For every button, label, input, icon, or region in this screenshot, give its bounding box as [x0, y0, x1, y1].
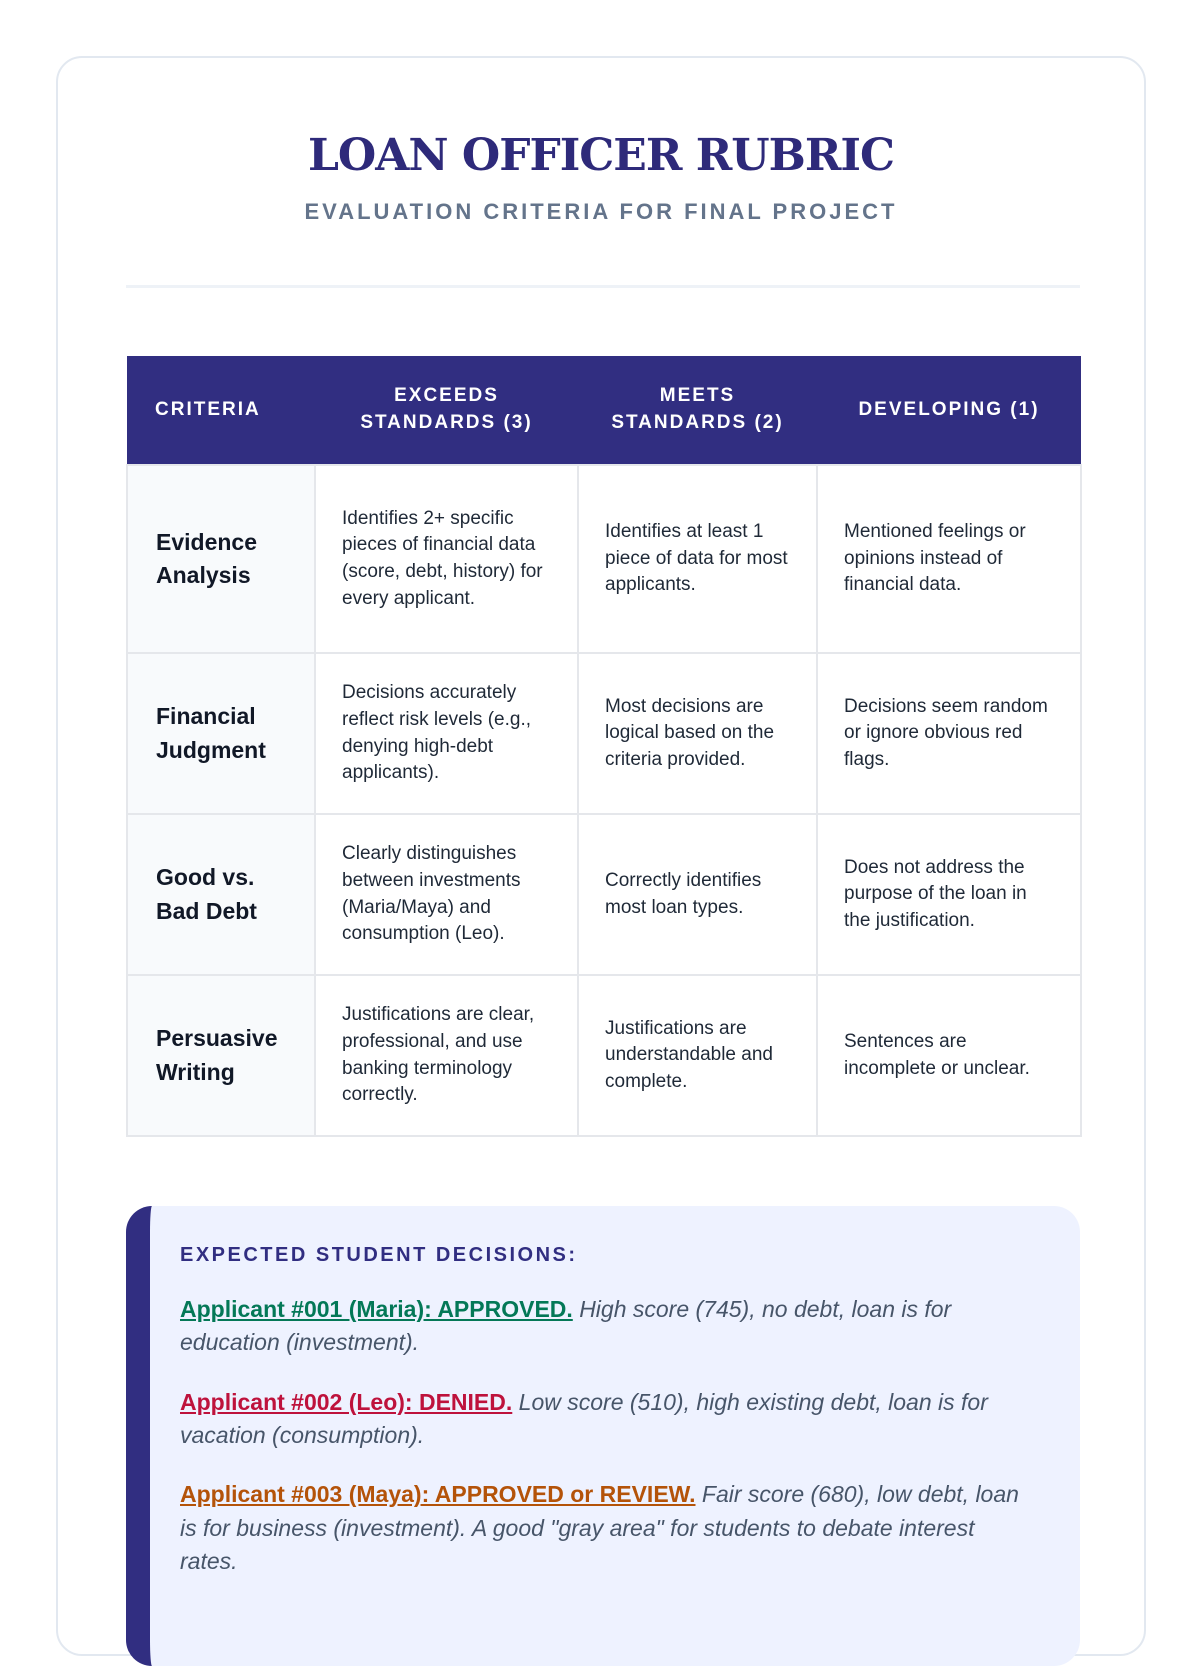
meets-cell: Most decisions are logical based on the criteria provided.	[578, 653, 817, 814]
decision-item-maria	[180, 1293, 1020, 1360]
table-row	[127, 814, 1081, 975]
developing-cell: Decisions seem random or ignore obvious red flags.	[817, 653, 1081, 814]
column-header-meets: MEETS STANDARDS (2)	[578, 356, 817, 465]
table-row	[127, 975, 1081, 1136]
column-header-developing: DEVELOPING (1)	[817, 356, 1081, 465]
header	[58, 128, 1144, 225]
column-header-exceeds: EXCEEDS STANDARDS (3)	[315, 356, 578, 465]
decision-description: Low score (510), high existing debt, loan is for vacation (consumption).	[180, 1388, 988, 1449]
developing-cell: Does not address the purpose of the loan in the justification.	[817, 814, 1081, 975]
criteria-cell: Good vs. Bad Debt	[127, 814, 315, 975]
expected-decisions-panel	[126, 1206, 1080, 1666]
page-title: LOAN OFFICER RUBRIC	[307, 130, 895, 181]
criteria-cell: Financial Judgment	[127, 653, 315, 814]
decision-label: Applicant #002 (Leo): DENIED.	[180, 1388, 513, 1415]
decision-description: Fair score (680), low debt, loan is for business (investment). A good "gray area" for students to debate interest rates.	[180, 1481, 1019, 1575]
criteria-cell: Evidence Analysis	[127, 465, 315, 653]
decision-item-maya	[180, 1478, 1020, 1578]
exceeds-cell: Identifies 2+ specific pieces of financial data (score, debt, history) for every applicant.	[315, 465, 578, 653]
exceeds-cell: Clearly distinguishes between investments (Maria/Maya) and consumption (Leo).	[315, 814, 578, 975]
exceeds-cell: Justifications are clear, professional, and use banking terminology correctly.	[315, 975, 578, 1136]
decision-label: Applicant #003 (Maya): APPROVED or REVIEW.	[180, 1481, 696, 1508]
criteria-cell: Persuasive Writing	[127, 975, 315, 1136]
rubric-table	[126, 356, 1082, 1137]
rubric-card	[56, 56, 1146, 1656]
decision-label: Applicant #001 (Maria): APPROVED.	[180, 1296, 573, 1322]
decision-item-leo	[180, 1386, 1020, 1453]
meets-cell: Identifies at least 1 piece of data for most applicants.	[578, 465, 817, 653]
table-row	[127, 653, 1081, 814]
column-header-criteria: CRITERIA	[127, 356, 315, 465]
table-row	[127, 465, 1081, 653]
developing-cell: Sentences are incomplete or unclear.	[817, 975, 1081, 1136]
decision-description: High score (745), no debt, loan is for education (investment).	[180, 1296, 952, 1356]
header-divider	[126, 285, 1080, 288]
exceeds-cell: Decisions accurately reflect risk levels (e.g., denying high-debt applicants).	[315, 653, 578, 814]
meets-cell: Justifications are understandable and complete.	[578, 975, 817, 1136]
meets-cell: Correctly identifies most loan types.	[578, 814, 817, 975]
expected-decisions-heading: EXPECTED STUDENT DECISIONS:	[180, 1244, 578, 1266]
page-subtitle: EVALUATION CRITERIA FOR FINAL PROJECT	[304, 199, 898, 224]
developing-cell: Mentioned feelings or opinions instead of financial data.	[817, 465, 1081, 653]
table-header-row	[127, 356, 1081, 465]
